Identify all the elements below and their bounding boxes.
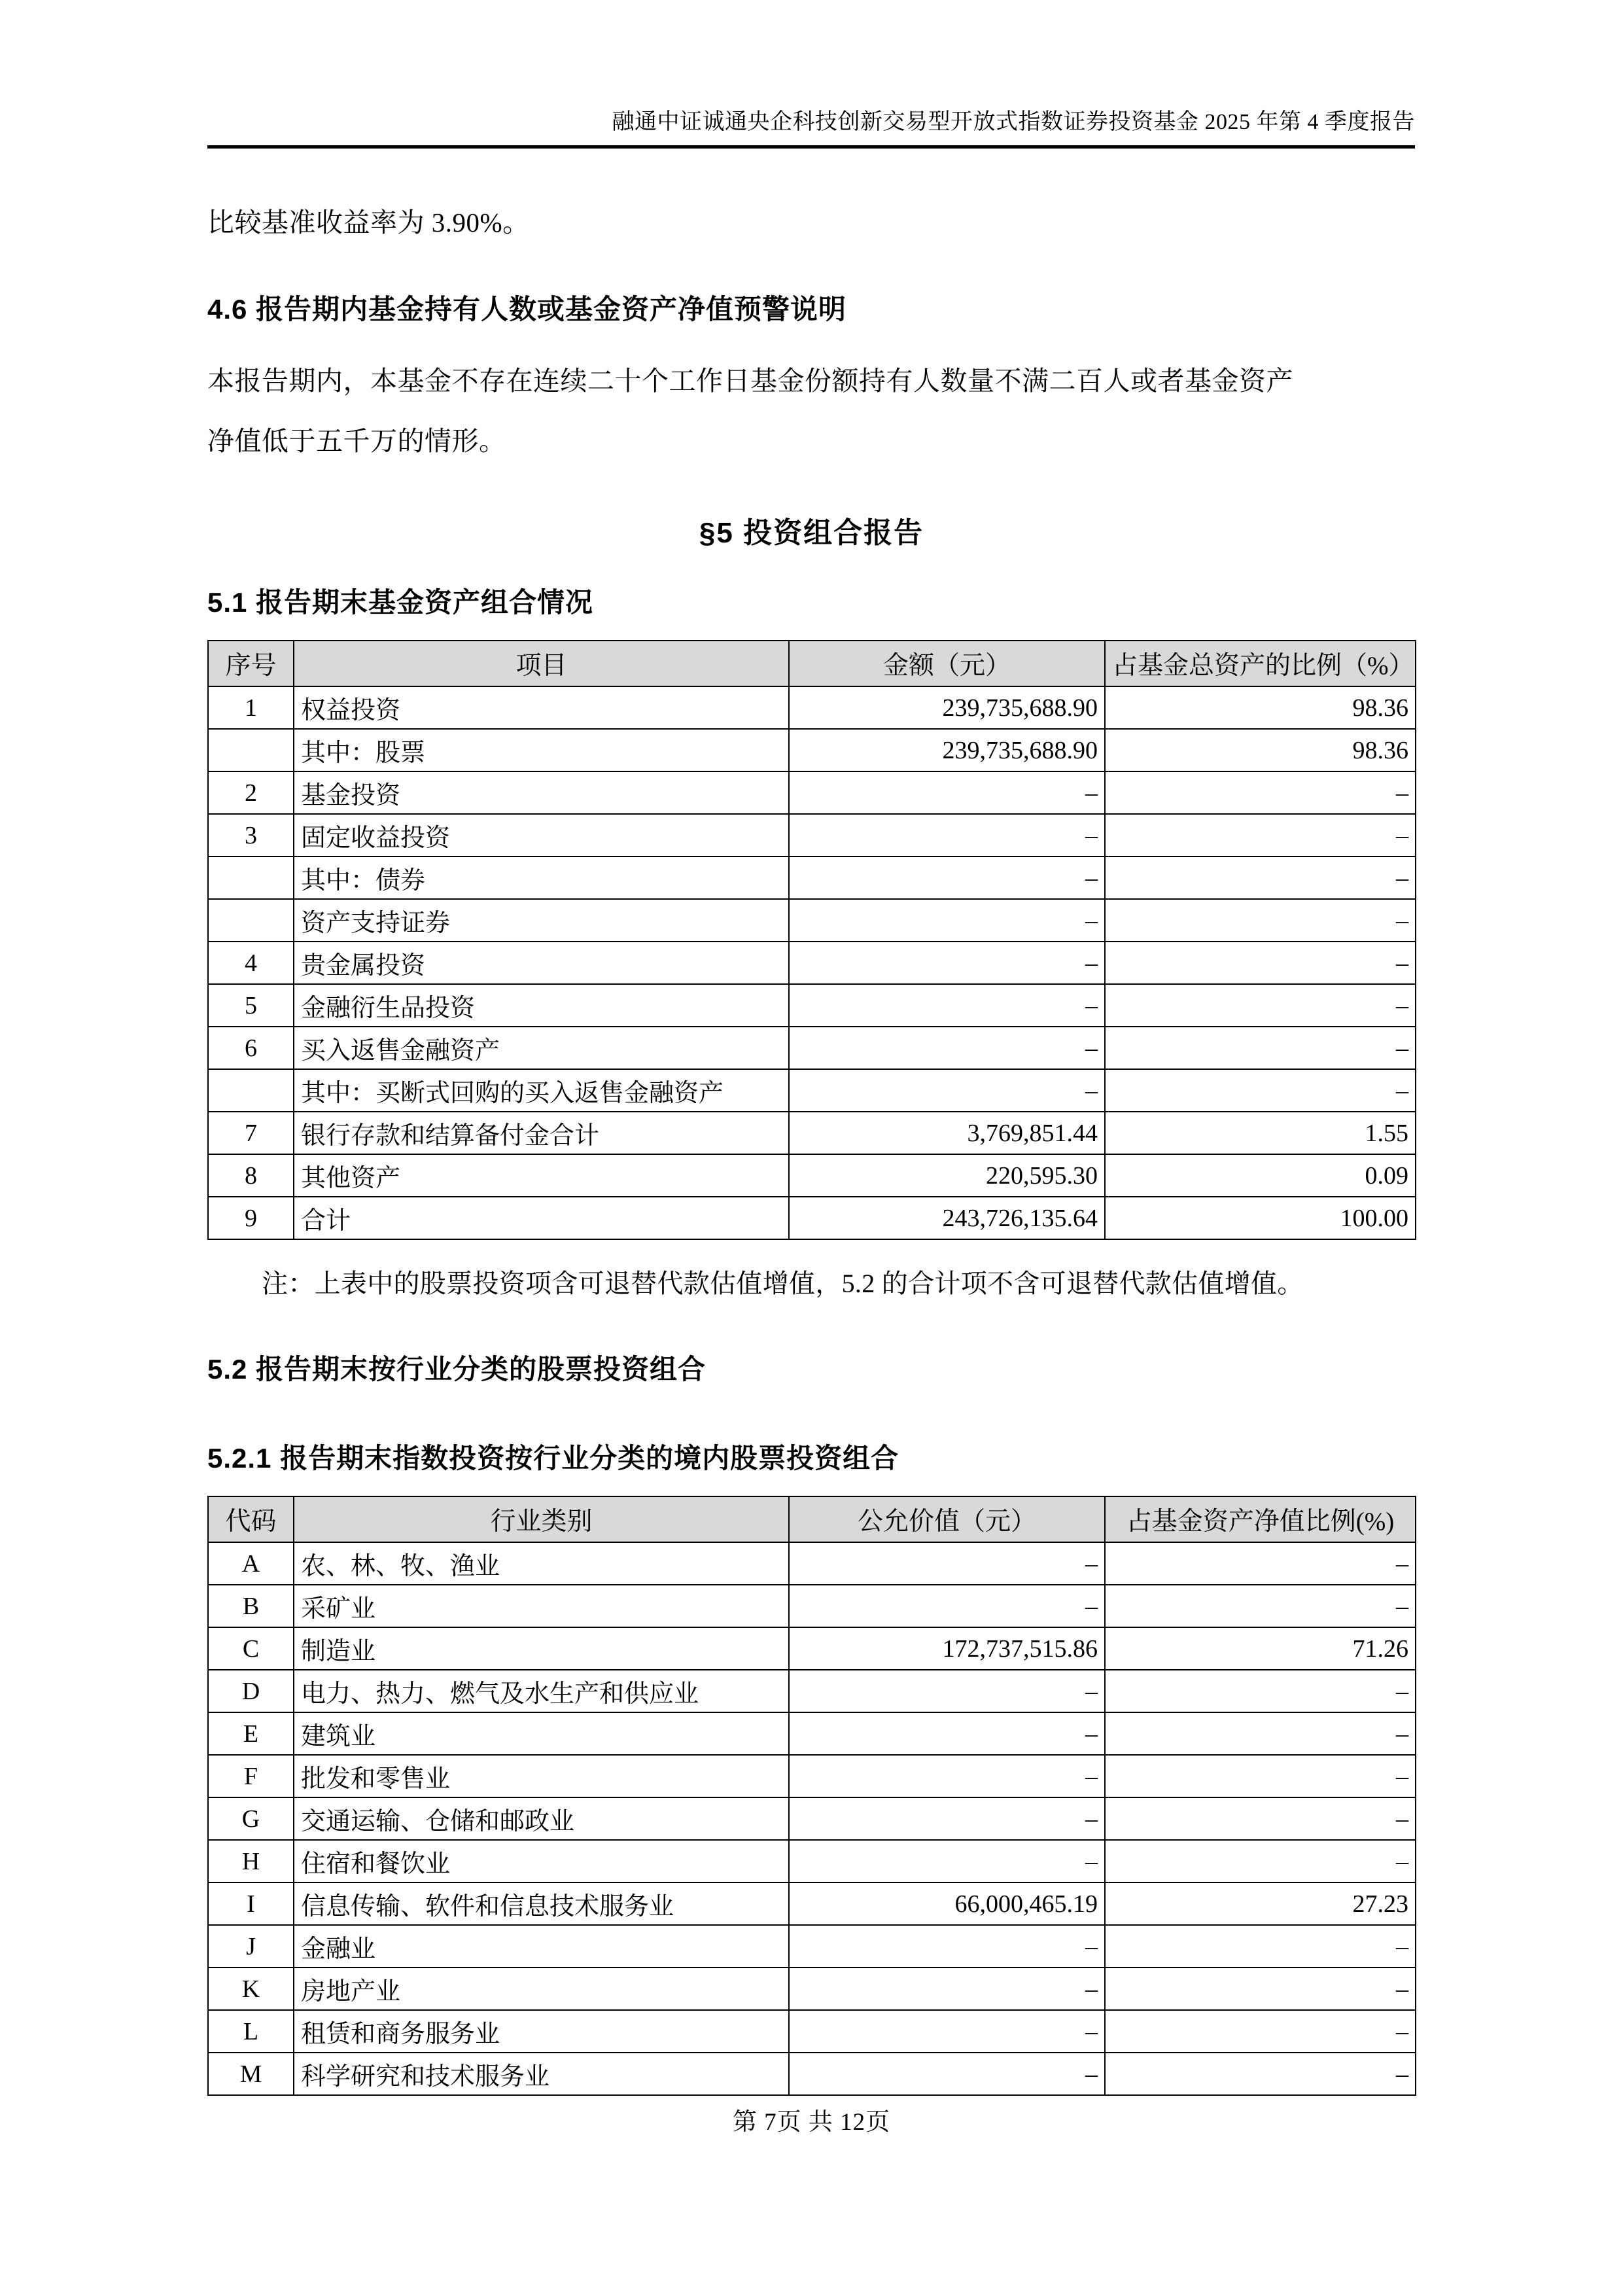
cell-nav-ratio: – — [1105, 1585, 1416, 1627]
cell-amount: – — [789, 899, 1105, 942]
cell-industry-code: H — [208, 1840, 294, 1882]
cell-item-name: 资产支持证券 — [294, 899, 789, 942]
cell-sequence-no — [208, 899, 294, 942]
table-row — [208, 857, 1416, 899]
table-row — [208, 942, 1416, 984]
cell-ratio: – — [1105, 771, 1416, 814]
table-row — [208, 984, 1416, 1027]
table-row — [208, 1797, 1416, 1840]
cell-ratio: – — [1105, 1027, 1416, 1069]
cell-item-name: 其中：债券 — [294, 857, 789, 899]
cell-item-name: 固定收益投资 — [294, 814, 789, 857]
cell-industry-name: 科学研究和技术服务业 — [294, 2053, 789, 2095]
table-1-note: 注：上表中的股票投资项含可退替代款估值增值，5.2 的合计项不含可退替代款估值增值。 — [262, 1269, 1304, 1298]
cell-industry-name: 租赁和商务服务业 — [294, 2010, 789, 2053]
cell-industry-code: A — [208, 1542, 294, 1585]
cell-industry-name: 房地产业 — [294, 1968, 789, 2010]
cell-sequence-no — [208, 857, 294, 899]
cell-industry-code: M — [208, 2053, 294, 2095]
cell-industry-code: I — [208, 1882, 294, 1925]
cell-sequence-no: 1 — [208, 686, 294, 729]
cell-industry-code: D — [208, 1670, 294, 1712]
col-header-item: 项目 — [294, 641, 789, 686]
cell-ratio: – — [1105, 942, 1416, 984]
table-row — [208, 1968, 1416, 2010]
cell-industry-code: G — [208, 1797, 294, 1840]
cell-industry-name: 建筑业 — [294, 1712, 789, 1755]
cell-amount: 239,735,688.90 — [789, 686, 1105, 729]
cell-industry-code: F — [208, 1755, 294, 1797]
cell-industry-name: 信息传输、软件和信息技术服务业 — [294, 1882, 789, 1925]
cell-sequence-no: 3 — [208, 814, 294, 857]
table-row — [208, 729, 1416, 771]
cell-sequence-no: 9 — [208, 1197, 294, 1239]
cell-nav-ratio: – — [1105, 2053, 1416, 2095]
header-rule — [207, 145, 1415, 149]
cell-fair-value: – — [789, 2010, 1105, 2053]
cell-industry-name: 交通运输、仓储和邮政业 — [294, 1797, 789, 1840]
table-row — [208, 771, 1416, 814]
table-row — [208, 1755, 1416, 1797]
cell-sequence-no: 6 — [208, 1027, 294, 1069]
table-row — [208, 2010, 1416, 2053]
cell-sequence-no: 4 — [208, 942, 294, 984]
cell-nav-ratio: – — [1105, 1797, 1416, 1840]
cell-fair-value: – — [789, 1840, 1105, 1882]
cell-fair-value: – — [789, 1670, 1105, 1712]
cell-industry-name: 采矿业 — [294, 1585, 789, 1627]
running-header-title: 融通中证诚通央企科技创新交易型开放式指数证券投资基金 2025 年第 4 季度报告 — [612, 110, 1415, 134]
table-row — [208, 2053, 1416, 2095]
cell-nav-ratio: 27.23 — [1105, 1882, 1416, 1925]
cell-nav-ratio: – — [1105, 1542, 1416, 1585]
heading-5-2: 5.2 报告期末按行业分类的股票投资组合 — [207, 1354, 707, 1385]
cell-nav-ratio: – — [1105, 1712, 1416, 1755]
table-row — [208, 1112, 1416, 1154]
cell-item-name: 合计 — [294, 1197, 789, 1239]
table-row — [208, 1027, 1416, 1069]
heading-section-5: §5 投资组合报告 — [699, 517, 924, 549]
paragraph-4-6-line-2: 净值低于五千万的情形。 — [207, 426, 506, 456]
cell-item-name: 其中：买断式回购的买入返售金融资产 — [294, 1069, 789, 1112]
col-header-industry: 行业类别 — [294, 1496, 789, 1542]
cell-amount: – — [789, 1027, 1105, 1069]
cell-sequence-no: 8 — [208, 1154, 294, 1197]
cell-fair-value: – — [789, 1968, 1105, 2010]
heading-5-1: 5.1 报告期末基金资产组合情况 — [207, 587, 594, 618]
cell-industry-code: E — [208, 1712, 294, 1755]
col-header-code: 代码 — [208, 1496, 294, 1542]
col-header-ratio: 占基金总资产的比例（%） — [1105, 641, 1416, 686]
heading-4-6: 4.6 报告期内基金持有人数或基金资产净值预警说明 — [207, 294, 847, 325]
cell-amount: 220,595.30 — [789, 1154, 1105, 1197]
col-header-ratio: 占基金资产净值比例(%) — [1105, 1496, 1416, 1542]
cell-nav-ratio: – — [1105, 1755, 1416, 1797]
cell-industry-name: 金融业 — [294, 1925, 789, 1968]
cell-item-name: 其中：股票 — [294, 729, 789, 771]
cell-amount: 243,726,135.64 — [789, 1197, 1105, 1239]
table-row — [208, 1154, 1416, 1197]
cell-item-name: 银行存款和结算备付金合计 — [294, 1112, 789, 1154]
cell-fair-value: – — [789, 1755, 1105, 1797]
cell-sequence-no — [208, 1069, 294, 1112]
cell-amount: 239,735,688.90 — [789, 729, 1105, 771]
cell-ratio: 98.36 — [1105, 729, 1416, 771]
cell-ratio: 100.00 — [1105, 1197, 1416, 1239]
cell-fair-value: – — [789, 1925, 1105, 1968]
table-row — [208, 1585, 1416, 1627]
cell-industry-code: L — [208, 2010, 294, 2053]
cell-fair-value: – — [789, 1797, 1105, 1840]
table-row — [208, 1627, 1416, 1670]
cell-ratio: 1.55 — [1105, 1112, 1416, 1154]
table-header-row — [208, 1496, 1416, 1542]
paragraph-4-6-line-1: 本报告期内，本基金不存在连续二十个工作日基金份额持有人数量不满二百人或者基金资产 — [207, 366, 1293, 396]
industry-investment-table — [207, 1496, 1416, 2096]
cell-amount: – — [789, 857, 1105, 899]
cell-amount: – — [789, 942, 1105, 984]
cell-industry-name: 制造业 — [294, 1627, 789, 1670]
cell-industry-name: 农、林、牧、渔业 — [294, 1542, 789, 1585]
cell-industry-name: 住宿和餐饮业 — [294, 1840, 789, 1882]
cell-ratio: – — [1105, 984, 1416, 1027]
cell-industry-name: 批发和零售业 — [294, 1755, 789, 1797]
table-row — [208, 1542, 1416, 1585]
col-header-amount: 金额（元） — [789, 641, 1105, 686]
asset-allocation-table — [207, 640, 1416, 1240]
cell-fair-value: – — [789, 1712, 1105, 1755]
table-row — [208, 1670, 1416, 1712]
cell-sequence-no: 7 — [208, 1112, 294, 1154]
cell-industry-code: C — [208, 1627, 294, 1670]
table-row — [208, 1197, 1416, 1239]
cell-fair-value: – — [789, 2053, 1105, 2095]
cell-industry-code: K — [208, 1968, 294, 2010]
cell-ratio: 0.09 — [1105, 1154, 1416, 1197]
table-row — [208, 1925, 1416, 1968]
cell-sequence-no — [208, 729, 294, 771]
table-row — [208, 1712, 1416, 1755]
cell-amount: – — [789, 771, 1105, 814]
cell-ratio: – — [1105, 814, 1416, 857]
col-header-no: 序号 — [208, 641, 294, 686]
cell-sequence-no: 5 — [208, 984, 294, 1027]
cell-fair-value: 66,000,465.19 — [789, 1882, 1105, 1925]
cell-item-name: 金融衍生品投资 — [294, 984, 789, 1027]
cell-item-name: 其他资产 — [294, 1154, 789, 1197]
page-number-footer: 第 7页 共 12页 — [732, 2109, 891, 2136]
cell-fair-value: – — [789, 1542, 1105, 1585]
cell-ratio: – — [1105, 857, 1416, 899]
cell-item-name: 基金投资 — [294, 771, 789, 814]
cell-nav-ratio: – — [1105, 1968, 1416, 2010]
cell-nav-ratio: – — [1105, 2010, 1416, 2053]
cell-ratio: – — [1105, 899, 1416, 942]
cell-nav-ratio: – — [1105, 1670, 1416, 1712]
table-row — [208, 1840, 1416, 1882]
table-row — [208, 1069, 1416, 1112]
cell-nav-ratio: – — [1105, 1925, 1416, 1968]
table-row — [208, 899, 1416, 942]
cell-fair-value: – — [789, 1585, 1105, 1627]
table-row — [208, 686, 1416, 729]
cell-industry-code: J — [208, 1925, 294, 1968]
cell-nav-ratio: 71.26 — [1105, 1627, 1416, 1670]
cell-nav-ratio: – — [1105, 1840, 1416, 1882]
heading-5-2-1: 5.2.1 报告期末指数投资按行业分类的境内股票投资组合 — [207, 1443, 899, 1474]
cell-industry-code: B — [208, 1585, 294, 1627]
cell-item-name: 买入返售金融资产 — [294, 1027, 789, 1069]
cell-sequence-no: 2 — [208, 771, 294, 814]
cell-item-name: 权益投资 — [294, 686, 789, 729]
cell-amount: – — [789, 814, 1105, 857]
table-row — [208, 1882, 1416, 1925]
cell-item-name: 贵金属投资 — [294, 942, 789, 984]
cell-amount: 3,769,851.44 — [789, 1112, 1105, 1154]
carryover-paragraph: 比较基准收益率为 3.90%。 — [207, 207, 530, 238]
cell-amount: – — [789, 984, 1105, 1027]
cell-amount: – — [789, 1069, 1105, 1112]
table-header-row — [208, 641, 1416, 686]
table-row — [208, 814, 1416, 857]
cell-fair-value: 172,737,515.86 — [789, 1627, 1105, 1670]
col-header-value: 公允价值（元） — [789, 1496, 1105, 1542]
cell-ratio: – — [1105, 1069, 1416, 1112]
cell-ratio: 98.36 — [1105, 686, 1416, 729]
cell-industry-name: 电力、热力、燃气及水生产和供应业 — [294, 1670, 789, 1712]
